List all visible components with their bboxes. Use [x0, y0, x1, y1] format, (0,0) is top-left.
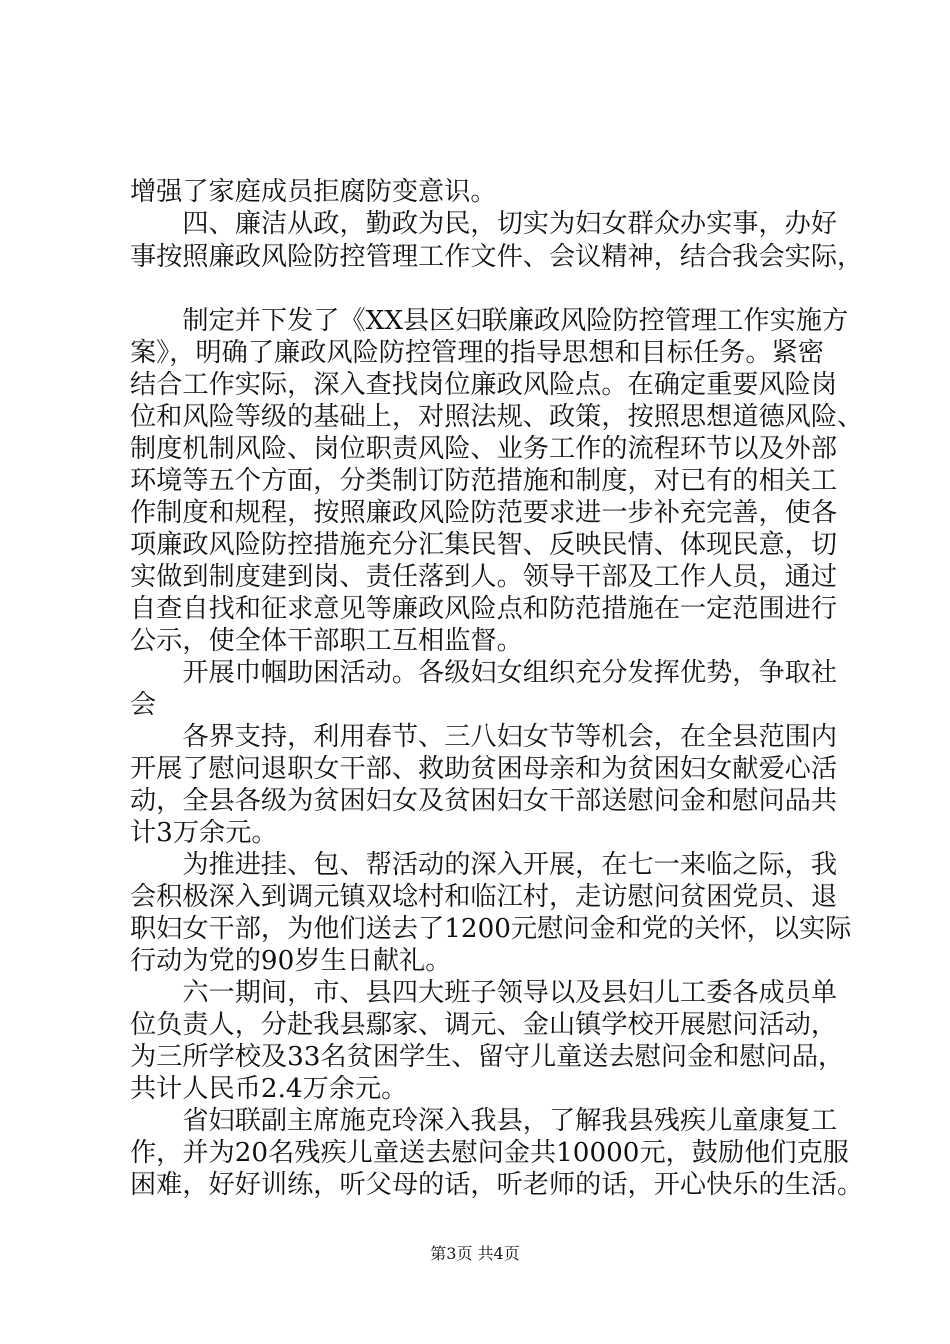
paragraph-line: 公示，使全体干部职工互相监督。	[130, 626, 523, 656]
paragraph-line: 为推进挂、包、帮活动的深入开展，在七一来临之际，我	[130, 850, 838, 880]
paragraph-line: 作制度和规程，按照廉政风险防范要求进一步补充完善，使各	[130, 498, 838, 528]
paragraph-line: 会	[130, 690, 157, 720]
paragraph-line: 四、廉洁从政，勤政为民，切实为妇女群众办实事，办好	[130, 209, 838, 239]
paragraph-line: 职妇女干部，为他们送去了1200元慰问金和党的关怀，以实际	[130, 914, 852, 944]
paragraph-line: 制定并下发了《XX县区妇联廉政风险防控管理工作实施方	[130, 306, 849, 336]
paragraph-line: 事按照廉政风险防控管理工作文件、会议精神，结合我会实际，	[130, 242, 864, 272]
paragraph-line: 开展了慰问退职女干部、救助贫困母亲和为贫困妇女献爱心活	[130, 754, 838, 784]
paragraph-line: 行动为党的90岁生日献礼。	[130, 946, 452, 976]
paragraph-line: 为三所学校及33名贫困学生、留守儿童送去慰问金和慰问品，	[130, 1042, 845, 1072]
paragraph-line: 环境等五个方面，分类制订防范措施和制度，对已有的相关工	[130, 466, 838, 496]
paragraph-line: 项廉政风险防控措施充分汇集民智、反映民情、体现民意，切	[130, 530, 838, 560]
paragraph-line: 实做到制度建到岗、责任落到人。领导干部及工作人员，通过	[130, 562, 838, 592]
paragraph-line: 开展巾帼助困活动。各级妇女组织充分发挥优势，争取社	[130, 658, 838, 688]
paragraph-line: 省妇联副主席施克玲深入我县，了解我县残疾儿童康复工	[130, 1106, 838, 1136]
paragraph-line: 位和风险等级的基础上，对照法规、政策，按照思想道德风险、	[130, 402, 864, 432]
paragraph-line: 增强了家庭成员拒腐防变意识。	[130, 177, 497, 207]
paragraph-line: 计3万余元。	[130, 818, 278, 848]
paragraph-line: 位负责人，分赴我县鄢家、调元、金山镇学校开展慰问活动，	[130, 1010, 838, 1040]
paragraph-line: 自查自找和征求意见等廉政风险点和防范措施在一定范围进行	[130, 594, 838, 624]
paragraph-line: 动，全县各级为贫困妇女及贫困妇女干部送慰问金和慰问品共	[130, 786, 838, 816]
paragraph-line: 制度机制风险、岗位职责风险、业务工作的流程环节以及外部	[130, 434, 838, 464]
paragraph-line: 会积极深入到调元镇双埝村和临江村，走访慰问贫困党员、退	[130, 882, 838, 912]
paragraph-line: 作，并为20名残疾儿童送去慰问金共10000元，鼓励他们克服	[130, 1138, 849, 1168]
paragraph-line: 案》，明确了廉政风险防控管理的指导思想和目标任务。紧密	[130, 338, 824, 368]
paragraph-line: 结合工作实际，深入查找岗位廉政风险点。在确定重要风险岗	[130, 370, 838, 400]
paragraph-line: 共计人民币2.4万余元。	[130, 1074, 408, 1104]
page-number-footer: 第3页 共4页	[430, 1244, 520, 1263]
paragraph-line: 各界支持，利用春节、三八妇女节等机会，在全县范围内	[130, 722, 838, 752]
paragraph-line: 困难，好好训练，听父母的话，听老师的话，开心快乐的生活。	[130, 1170, 864, 1200]
paragraph-line: 六一期间，市、县四大班子领导以及县妇儿工委各成员单	[130, 978, 838, 1008]
